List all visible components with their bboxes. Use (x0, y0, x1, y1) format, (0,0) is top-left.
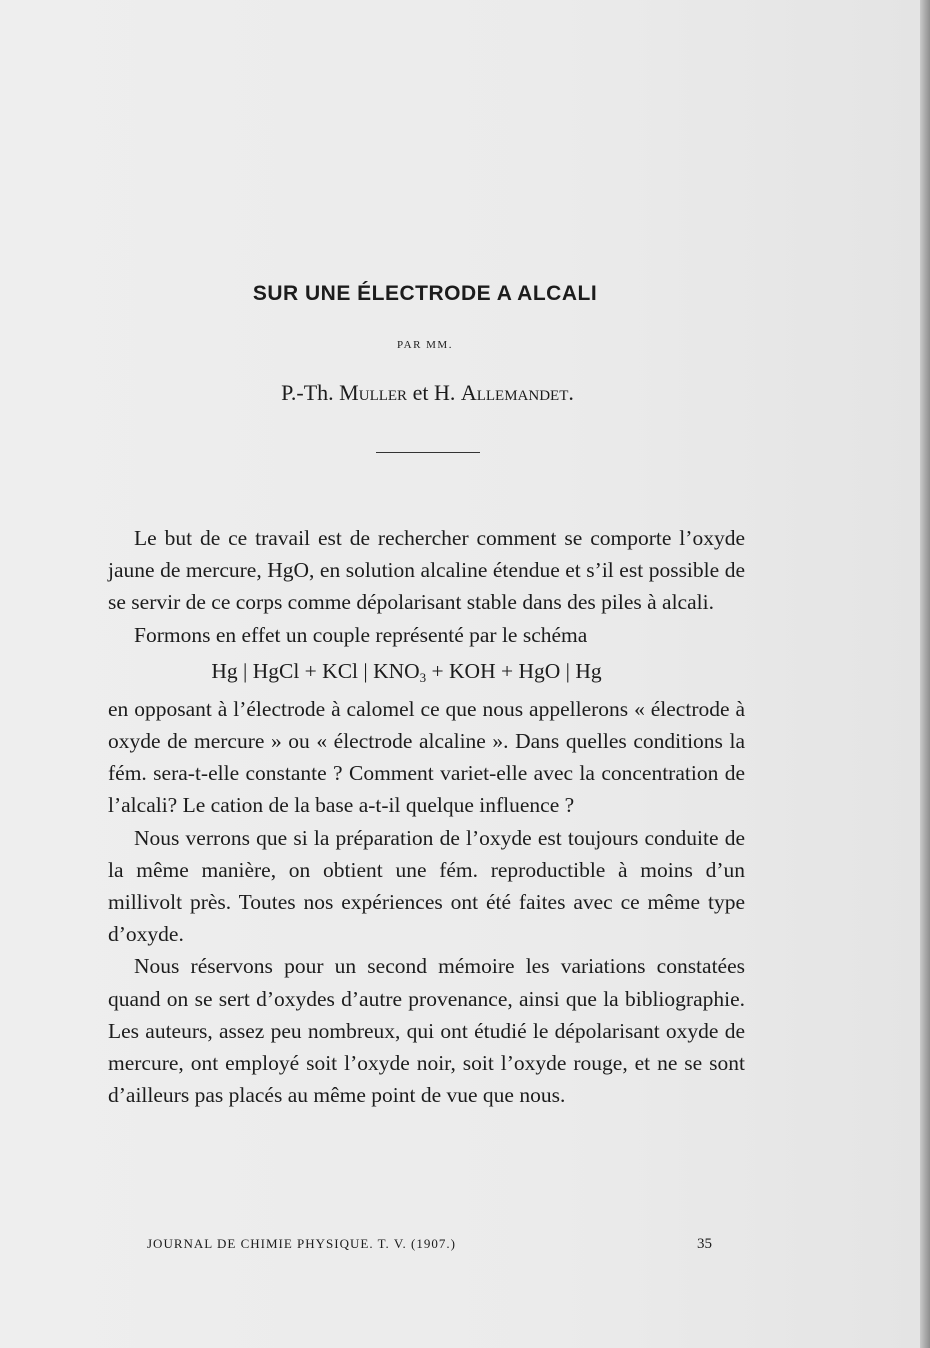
page-footer (147, 1236, 712, 1252)
authors-end: . (568, 380, 574, 405)
paragraph: Le but de ce travail est de rechercher comment se comporte l’oxyde jaune de mercure, HgO, en solution alcaline étendue et s’il est possible de se servir de ce corps comme dépolarisant stable dans des piles à alcali. (108, 526, 745, 615)
formula-part: + KOH + HgO | Hg (426, 658, 602, 683)
paragraph: Formons en effet un couple représenté par le schéma (134, 622, 588, 647)
page-edge (920, 0, 930, 1348)
author1-initials: P.-Th. (281, 380, 340, 405)
article-title: SUR UNE ÉLECTRODE A ALCALI (252, 282, 598, 305)
article-body (108, 522, 745, 1111)
title-rule (376, 452, 480, 453)
author1-surname: Muller (339, 380, 408, 405)
formula-part: Hg | HgCl + KCl | KNO (211, 658, 420, 683)
cell-formula (108, 653, 745, 689)
paragraph: Nous verrons que si la préparation de l’oxyde est toujours conduite de la même manière, on obtient une fém. reproductible à moins d’un millivolt près. Toutes nos expériences ont été faites avec ce même type d’oxyde. (108, 825, 745, 947)
page-number: 35 (697, 1236, 712, 1252)
paragraph: Nous réservons pour un second mémoire les variations constatées quand on se sert d’oxydes d’autre provenance, ainsi que la bibliographie. Les auteurs, assez peu nombreux, qui ont étudié le dépolarisant oxyde de mercure, ont employé soit l’oxyde noir, soit l’oxyde rouge, et ne se sont d’ailleurs pas placés au même point de vue que nous. (108, 954, 745, 1108)
paragraph: en opposant à l’électrode à calomel ce que nous appellerons « électrode à oxyde de mercure » ou « électrode alcaline ». Dans quelles conditions la fém. sera-t-elle constante ? Comment variet-elle avec la concentration de l’alcali? Le cation de la base a-t-il quelque influence ? (108, 696, 745, 818)
authors-conjunction: et H. (407, 380, 461, 405)
authors-line (0, 380, 855, 406)
byline: PAR MM. (397, 339, 453, 351)
formula-subscript: 3 (419, 669, 427, 685)
author2-surname: Allemandet (460, 380, 569, 405)
journal-reference: JOURNAL DE CHIMIE PHYSIQUE. T. V. (1907.) (147, 1236, 456, 1251)
